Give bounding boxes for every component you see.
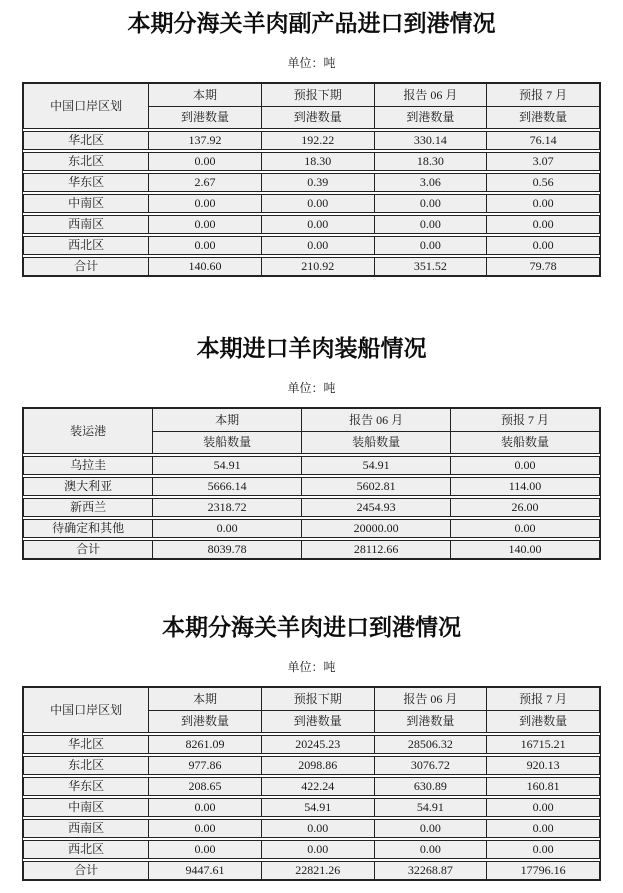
row-label-cell: 华东区: [68, 175, 105, 189]
value-cell: 16715.21: [486, 736, 599, 753]
column-subheader-label: 到港数量: [486, 106, 599, 128]
byproduct-arrivals-title: 本期分海关羊肉副产品进口到港情况: [127, 10, 496, 36]
value-cell: 0.00: [261, 216, 374, 233]
value-cell: 9447.61: [148, 862, 261, 879]
value-cell: 0.00: [486, 195, 599, 212]
table-row: [23, 756, 600, 775]
table-row: [23, 798, 600, 817]
value-cell: 0.39: [261, 174, 374, 191]
value-cell: 5666.14: [152, 478, 301, 495]
row-header-label: 中国口岸区划: [50, 98, 123, 113]
column-subheader-label: 到港数量: [486, 710, 599, 732]
value-cell: 18.30: [374, 153, 487, 170]
value-cell: 0.00: [486, 820, 599, 837]
value-cell: 79.78: [486, 258, 599, 275]
value-cell: 0.00: [148, 237, 261, 254]
table-row: [23, 236, 600, 255]
value-cell: 0.00: [486, 841, 599, 858]
row-label-cell: 华北区: [68, 133, 105, 147]
column-subheader-label: 到港数量: [374, 710, 487, 732]
value-cell: 54.91: [374, 799, 487, 816]
unit-label-3: 单位：吨: [287, 660, 336, 674]
value-cell: 17796.16: [486, 862, 599, 879]
table-row: [23, 152, 600, 171]
table-row: [23, 861, 600, 880]
value-cell: 54.91: [261, 799, 374, 816]
value-cell: 208.65: [148, 778, 261, 795]
column-subheader-label: 装船数量: [152, 431, 301, 453]
value-cell: 28112.66: [301, 541, 450, 558]
row-label-cell: 新西兰: [70, 500, 107, 514]
value-cell: 26.00: [450, 499, 599, 516]
value-cell: 0.00: [486, 799, 599, 816]
column-group-label: 本期: [148, 688, 261, 710]
value-cell: 920.13: [486, 757, 599, 774]
value-cell: 630.89: [374, 778, 487, 795]
table-row: [23, 173, 600, 192]
value-cell: 8039.78: [152, 541, 301, 558]
row-header-label: 中国口岸区划: [50, 702, 123, 717]
column-subheader-label: 到港数量: [148, 710, 261, 732]
value-cell: 28506.32: [374, 736, 487, 753]
lamb-shipments-title: 本期进口羊肉装船情况: [196, 335, 427, 361]
value-cell: 54.91: [152, 457, 301, 474]
table-header-row: [23, 687, 600, 733]
table-row: [23, 131, 600, 150]
value-cell: 0.00: [148, 820, 261, 837]
value-cell: 0.00: [374, 195, 487, 212]
table-row: [23, 194, 600, 213]
row-label-cell: 乌拉圭: [70, 458, 107, 472]
table-row: [23, 819, 600, 838]
column-group-label: 报告 06 月: [374, 688, 487, 710]
unit-label-2: 单位：吨: [287, 381, 336, 395]
value-cell: 18.30: [261, 153, 374, 170]
row-label-cell: 东北区: [68, 758, 105, 772]
column-group-label: 报告 06 月: [374, 84, 487, 106]
value-cell: 0.00: [148, 841, 261, 858]
row-label-cell: 华东区: [68, 779, 105, 793]
value-cell: 20245.23: [261, 736, 374, 753]
column-subheader-label: 到港数量: [261, 106, 374, 128]
lamb-shipments-table: [22, 407, 601, 560]
row-label-cell: 西南区: [68, 821, 105, 835]
value-cell: 0.56: [486, 174, 599, 191]
value-cell: 2098.86: [261, 757, 374, 774]
row-label-cell: 西北区: [68, 842, 105, 856]
value-cell: 0.00: [374, 237, 487, 254]
row-label-cell: 合计: [74, 259, 99, 273]
value-cell: 140.00: [450, 541, 599, 558]
table-row: [23, 840, 600, 859]
section-lamb-shipments: [0, 333, 623, 560]
lamb-arrivals-title: 本期分海关羊肉进口到港情况: [162, 614, 461, 640]
value-cell: 0.00: [261, 237, 374, 254]
value-cell: 22821.26: [261, 862, 374, 879]
value-cell: 32268.87: [374, 862, 487, 879]
value-cell: 20000.00: [301, 520, 450, 537]
section-byproduct-arrivals: [0, 8, 623, 277]
value-cell: 0.00: [261, 820, 374, 837]
column-group-label: 本期: [148, 84, 261, 106]
value-cell: 2454.93: [301, 499, 450, 516]
table-row: [23, 257, 600, 276]
value-cell: 422.24: [261, 778, 374, 795]
row-label-cell: 东北区: [68, 154, 105, 168]
value-cell: 210.92: [261, 258, 374, 275]
value-cell: 351.52: [374, 258, 487, 275]
value-cell: 0.00: [486, 216, 599, 233]
table-row: [23, 498, 600, 517]
row-label-cell: 华北区: [68, 737, 105, 751]
value-cell: 0.00: [486, 237, 599, 254]
value-cell: 5602.81: [301, 478, 450, 495]
table-row: [23, 456, 600, 475]
value-cell: 0.00: [374, 216, 487, 233]
row-label-cell: 待确定和其他: [52, 521, 125, 535]
value-cell: 3.07: [486, 153, 599, 170]
row-label-cell: 西北区: [68, 238, 105, 252]
value-cell: 3.06: [374, 174, 487, 191]
table-row: [23, 777, 600, 796]
unit-label-1: 单位：吨: [287, 56, 336, 70]
value-cell: 0.00: [148, 216, 261, 233]
column-group-label: 报告 06 月: [301, 409, 450, 431]
value-cell: 192.22: [261, 132, 374, 149]
table-row: [23, 540, 600, 559]
value-cell: 137.92: [148, 132, 261, 149]
column-group-label: 预报下期: [261, 84, 374, 106]
value-cell: 2.67: [148, 174, 261, 191]
row-label-cell: 中南区: [68, 800, 105, 814]
value-cell: 2318.72: [152, 499, 301, 516]
value-cell: 8261.09: [148, 736, 261, 753]
value-cell: 0.00: [450, 520, 599, 537]
value-cell: 0.00: [261, 195, 374, 212]
column-subheader-label: 装船数量: [301, 431, 450, 453]
value-cell: 0.00: [374, 820, 487, 837]
table-row: [23, 215, 600, 234]
column-group-label: 本期: [152, 409, 301, 431]
column-group-label: 预报 7 月: [450, 409, 599, 431]
value-cell: 76.14: [486, 132, 599, 149]
value-cell: 54.91: [301, 457, 450, 474]
row-header-label: 装运港: [70, 423, 107, 438]
value-cell: 114.00: [450, 478, 599, 495]
value-cell: 0.00: [261, 841, 374, 858]
byproduct-arrivals-table: [22, 82, 601, 277]
column-subheader-label: 到港数量: [261, 710, 374, 732]
value-cell: 0.00: [374, 841, 487, 858]
column-group-label: 预报 7 月: [486, 84, 599, 106]
table-row: [23, 519, 600, 538]
value-cell: 0.00: [148, 195, 261, 212]
column-subheader-label: 到港数量: [374, 106, 487, 128]
column-subheader-label: 到港数量: [148, 106, 261, 128]
lamb-arrivals-table: [22, 686, 601, 881]
table-row: [23, 735, 600, 754]
column-group-label: 预报下期: [261, 688, 374, 710]
value-cell: 160.81: [486, 778, 599, 795]
column-subheader-label: 装船数量: [450, 431, 599, 453]
table-header-row: [23, 83, 600, 129]
value-cell: 140.60: [148, 258, 261, 275]
value-cell: 3076.72: [374, 757, 487, 774]
value-cell: 0.00: [148, 153, 261, 170]
value-cell: 0.00: [148, 799, 261, 816]
value-cell: 330.14: [374, 132, 487, 149]
row-label-cell: 合计: [76, 542, 101, 556]
row-label-cell: 澳大利亚: [64, 479, 113, 493]
table-row: [23, 477, 600, 496]
section-lamb-arrivals: [0, 612, 623, 881]
value-cell: 977.86: [148, 757, 261, 774]
row-label-cell: 西南区: [68, 217, 105, 231]
row-label-cell: 合计: [74, 863, 99, 877]
column-group-label: 预报 7 月: [486, 688, 599, 710]
value-cell: 0.00: [450, 457, 599, 474]
table-header-row: [23, 408, 600, 454]
value-cell: 0.00: [152, 520, 301, 537]
row-label-cell: 中南区: [68, 196, 105, 210]
